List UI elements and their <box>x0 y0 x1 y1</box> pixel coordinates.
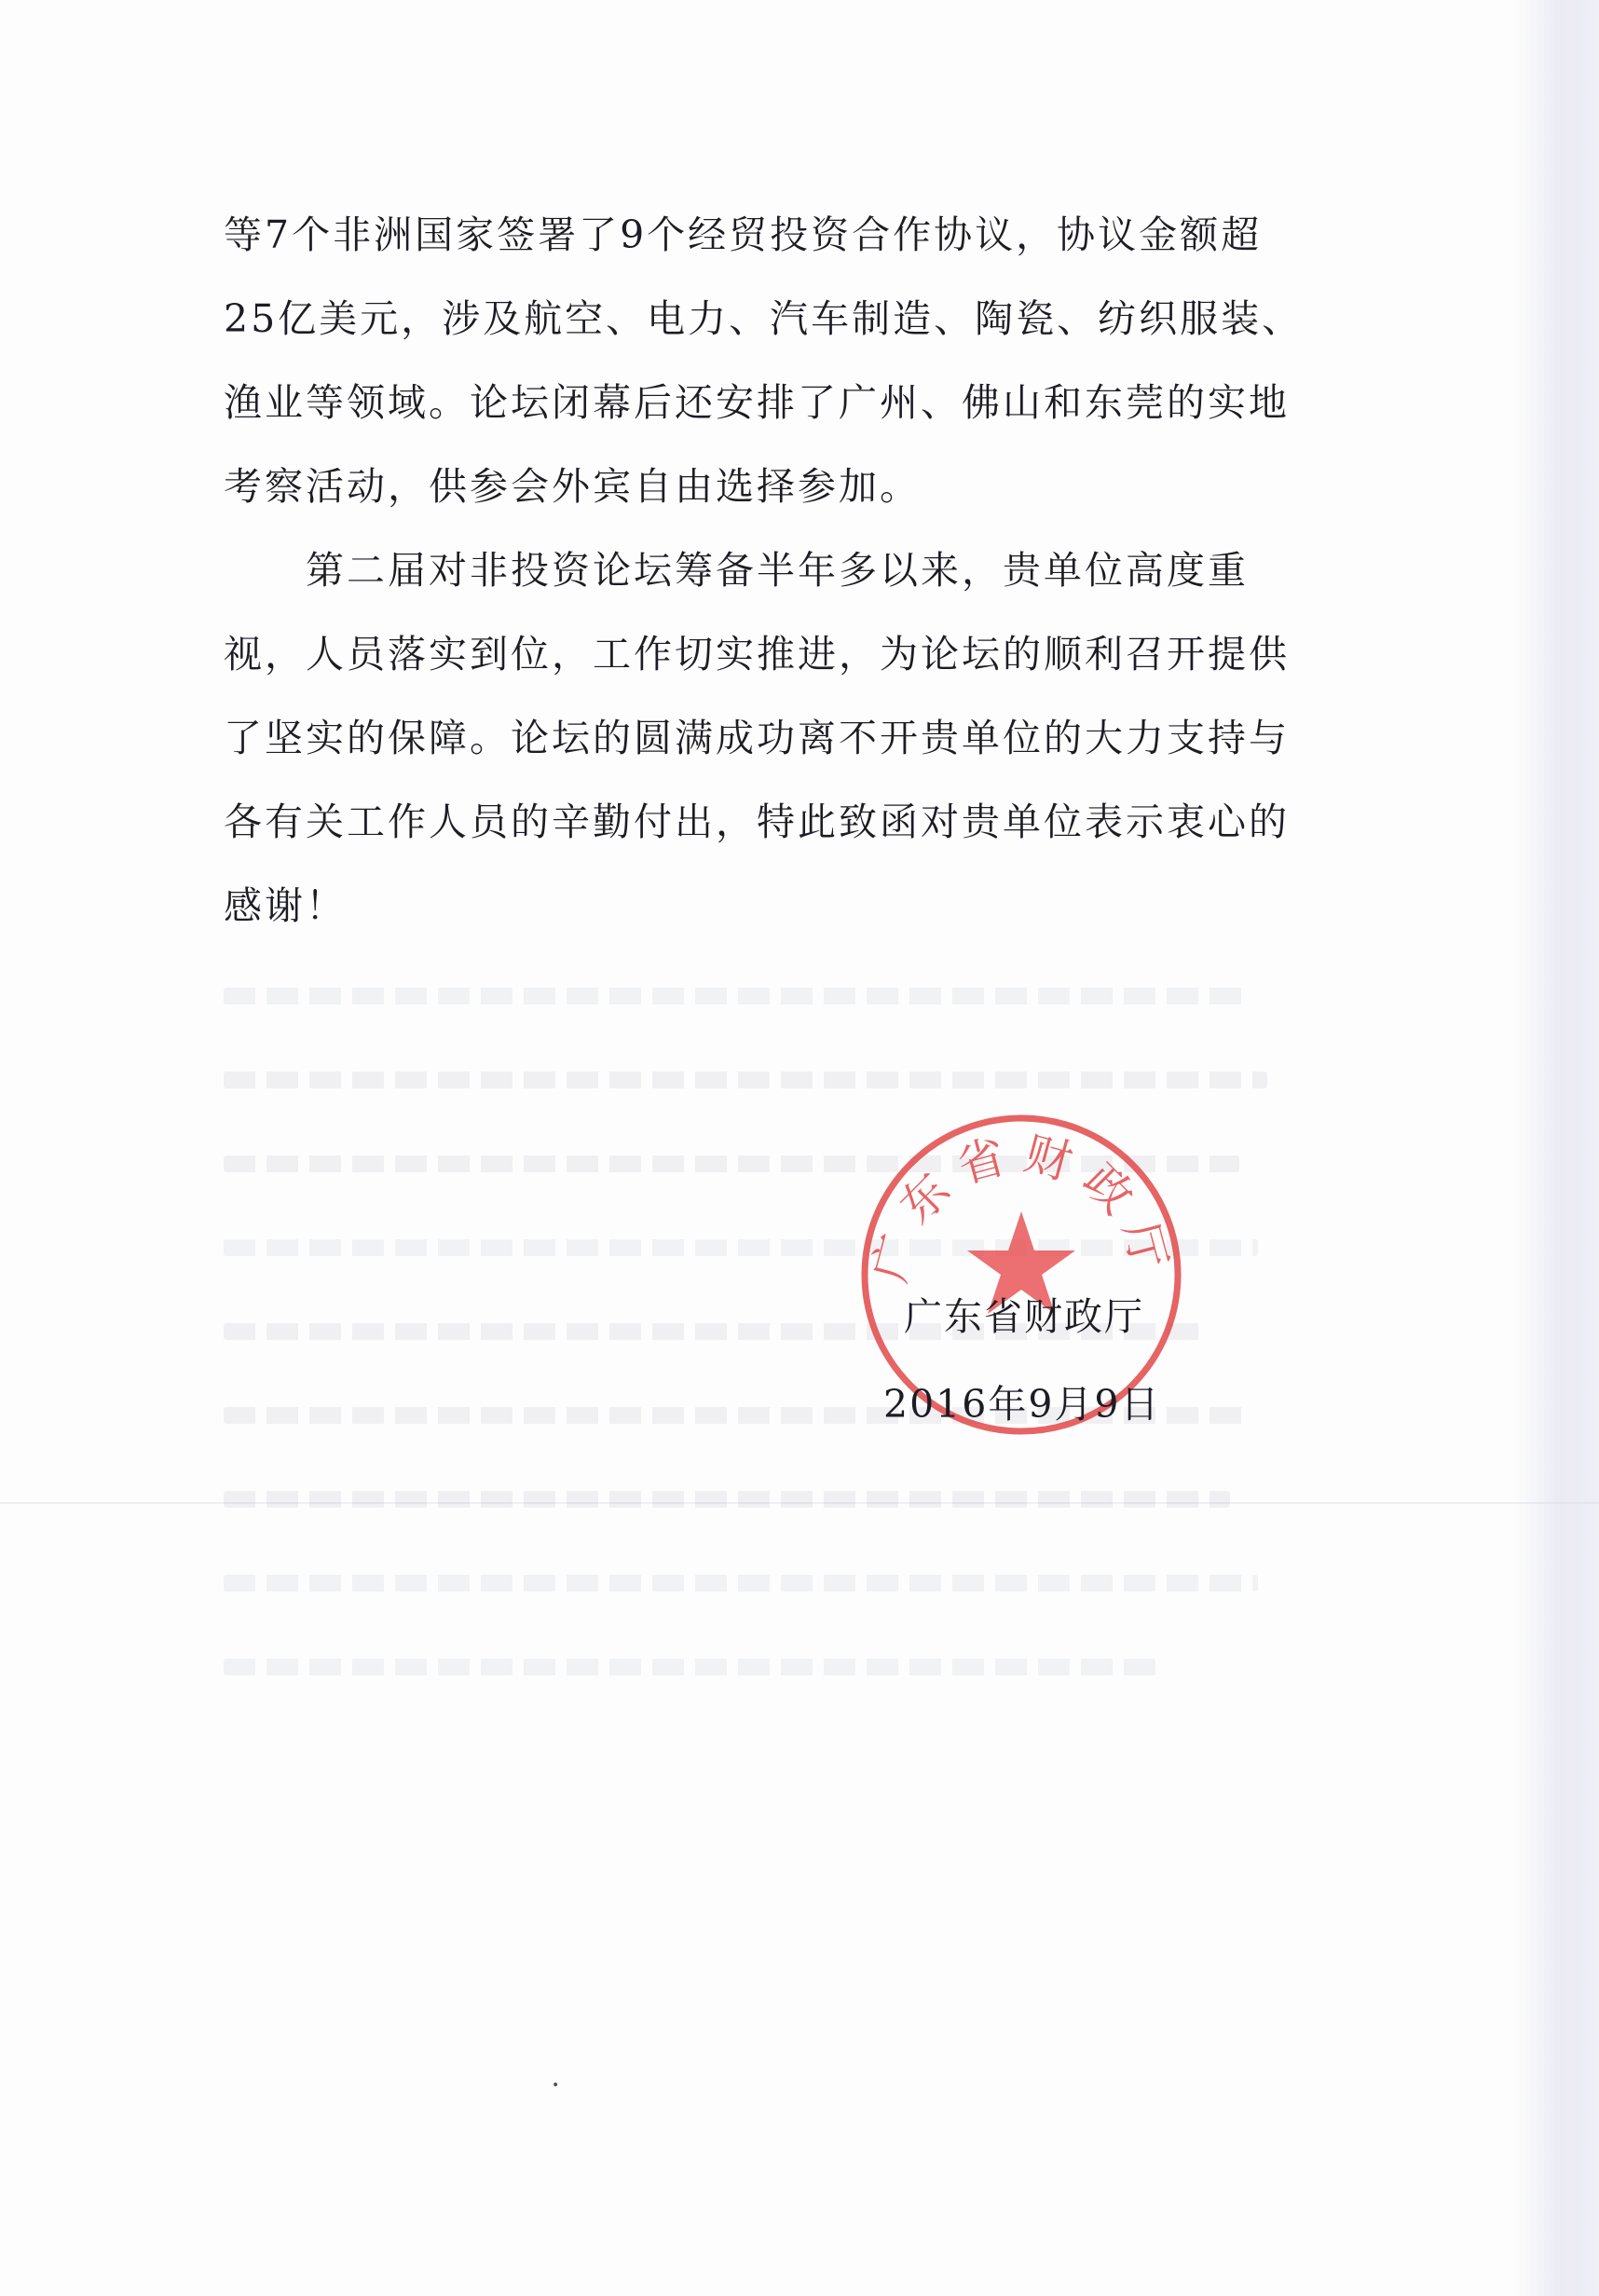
paragraph-1-line: 25亿美元，涉及航空、电力、汽车制造、陶瓷、纺织服装、 <box>224 296 1304 341</box>
seal-text: 广东省财政厅 <box>862 1126 1181 1288</box>
paragraph-2-line: 感谢！ <box>224 883 347 928</box>
paragraph-2-line: 各有关工作人员的辛勤付出，特此致函对贵单位表示衷心的 <box>224 800 1290 844</box>
paragraph-2-line: 视，人员落实到位，工作切实推进，为论坛的顺利召开提供 <box>224 632 1290 676</box>
paragraph-2-line: 了坚实的保障。论坛的圆满成功离不开贵单位的大力支持与 <box>224 716 1290 760</box>
paragraph-2-line: 第二届对非投资论坛筹备半年多以来，贵单位高度重 <box>306 548 1249 593</box>
signing-organization: 广东省财政厅 <box>904 1294 1144 1339</box>
paragraph-1-line: 等7个非洲国家签署了9个经贸投资合作协议，协议金额超 <box>224 212 1263 257</box>
paragraph-1-line: 考察活动，供参会外宾自由选择参加。 <box>224 464 921 509</box>
letter-body <box>224 193 1304 948</box>
paragraph-1-line: 渔业等领域。论坛闭幕后还安排了广州、佛山和东莞的实地 <box>224 380 1290 425</box>
paragraph-1 <box>224 193 1304 528</box>
scan-edge-shadow <box>1515 0 1599 2296</box>
scan-speck: • <box>552 2078 560 2093</box>
signing-date: 2016年9月9日 <box>883 1382 1161 1427</box>
paragraph-2 <box>224 528 1295 948</box>
